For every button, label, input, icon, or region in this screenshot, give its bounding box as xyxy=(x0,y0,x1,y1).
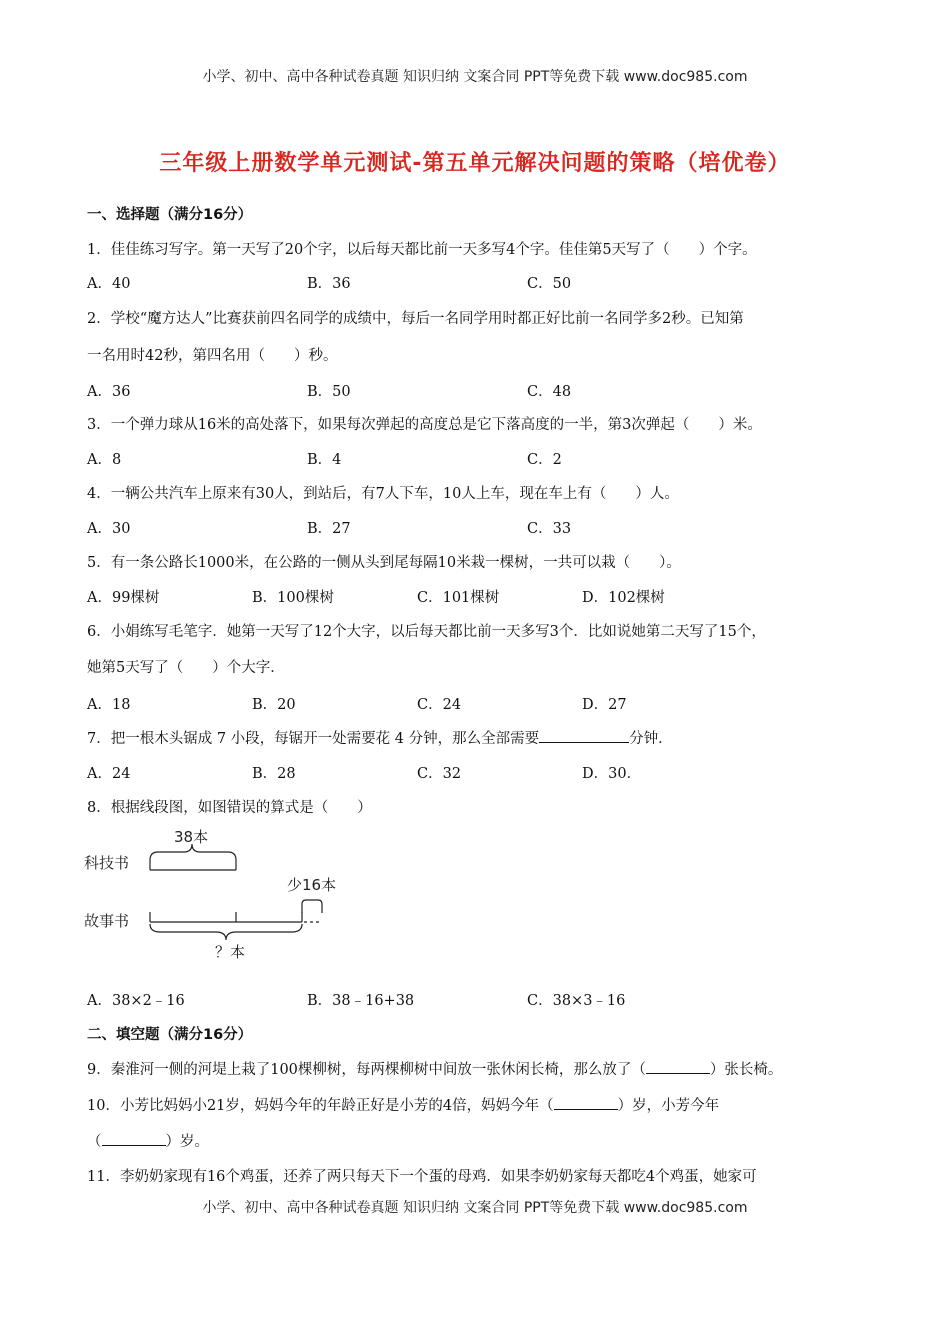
option-a[interactable]: A．40 xyxy=(87,276,131,292)
question-10-text: 10．小芳比妈妈小21岁，妈妈今年的年龄正好是小芳的4倍，妈妈今年（ xyxy=(87,1098,554,1114)
page-title: 三年级上册数学单元测试-第五单元解决问题的策略（培优卷） xyxy=(159,151,791,176)
question-4-options xyxy=(87,517,887,537)
option-a[interactable]: A．30 xyxy=(87,521,131,537)
bottom-brace xyxy=(150,924,302,940)
page-footer: 小学、初中、高中各种试卷真题 知识归纳 文案合同 PPT等免费下载 www.doc985.com xyxy=(202,1200,748,1216)
option-c[interactable]: C．2 xyxy=(527,452,562,468)
option-b[interactable]: B．36 xyxy=(307,276,351,292)
question-6-line-2: 她第5天写了（ ）个大字． xyxy=(87,660,285,676)
option-d[interactable]: D．102棵树 xyxy=(582,590,665,606)
question-6-options xyxy=(87,693,887,713)
question-7 xyxy=(87,727,673,748)
question-4: 4．一辆公共汽车上原来有30人，到站后，有7人下车，10人上车，现在车上有（ ）人。 xyxy=(87,486,679,502)
option-c[interactable]: C．38×3﹣16 xyxy=(527,993,626,1009)
option-a[interactable]: A．18 xyxy=(87,697,131,713)
less-brace xyxy=(302,900,322,913)
option-b[interactable]: B．100棵树 xyxy=(252,590,334,606)
diagram-row-science: 科技书 xyxy=(84,854,130,872)
section-heading-choice: 一、选择题（满分16分） xyxy=(87,207,253,223)
option-c[interactable]: C．101棵树 xyxy=(417,590,500,606)
answer-blank[interactable] xyxy=(646,1059,710,1074)
option-a[interactable]: A．24 xyxy=(87,766,131,782)
question-11: 11．李奶奶家现有16个鸡蛋，还养了两只每天下一个蛋的母鸡．如果李奶奶家每天都吃4个鸡蛋，她家可 xyxy=(87,1169,757,1185)
question-3-options xyxy=(87,448,887,468)
answer-blank[interactable] xyxy=(102,1131,166,1146)
diagram-label-unknown: ？本 xyxy=(215,943,246,961)
diagram-label-38: 38本 xyxy=(174,828,209,846)
question-5-options xyxy=(87,586,887,606)
top-brace xyxy=(150,844,236,860)
question-9 xyxy=(87,1058,782,1079)
answer-blank[interactable] xyxy=(539,728,629,743)
question-10-tail: ）岁。 xyxy=(165,1134,209,1150)
question-6-line-1: 6．小娟练写毛笔字．她第一天写了12个大字，以后每天都比前一天多写3个．比如说她第二天写了15个， xyxy=(87,624,766,640)
question-8-options xyxy=(87,989,887,1009)
page-header: 小学、初中、高中各种试卷真题 知识归纳 文案合同 PPT等免费下载 www.doc985.com xyxy=(202,69,748,85)
line-segment-diagram xyxy=(80,820,380,970)
option-d[interactable]: D．27 xyxy=(582,697,627,713)
option-c[interactable]: C．48 xyxy=(527,384,572,400)
question-3: 3．一个弹力球从16米的高处落下，如果每次弹起的高度总是它下落高度的一半，第3次弹起（ ）米。 xyxy=(87,417,762,433)
question-10-line-1 xyxy=(87,1094,719,1115)
question-7-options xyxy=(87,762,887,782)
diagram-row-story: 故事书 xyxy=(84,912,130,930)
option-a[interactable]: A．8 xyxy=(87,452,122,468)
question-8: 8．根据线段图，如图错误的算式是（ ） xyxy=(87,800,372,816)
option-d[interactable]: D．30． xyxy=(582,766,642,782)
option-c[interactable]: C．33 xyxy=(527,521,572,537)
option-b[interactable]: B．38﹣16+38 xyxy=(307,993,415,1009)
option-c[interactable]: C．32 xyxy=(417,766,462,782)
option-b[interactable]: B．20 xyxy=(252,697,296,713)
section-heading-fill: 二、填空题（满分16分） xyxy=(87,1027,253,1043)
question-1-options xyxy=(87,272,887,292)
question-1: 1．佳佳练习写字。第一天写了20个字，以后每天都比前一天多写4个字。佳佳第5天写了（ ）个字。 xyxy=(87,242,757,258)
question-2-line-2: 一名用时42秒，第四名用（ ）秒。 xyxy=(87,348,338,364)
option-a[interactable]: A．38×2﹣16 xyxy=(87,993,185,1009)
question-5: 5．有一条公路长1000米，在公路的一侧从头到尾每隔10米栽一棵树，一共可以栽（ ）。 xyxy=(87,555,681,571)
option-b[interactable]: B．28 xyxy=(252,766,296,782)
question-2-options xyxy=(87,380,887,400)
option-b[interactable]: B．50 xyxy=(307,384,351,400)
question-2-line-1: 2．学校“魔方达人”比赛获前四名同学的成绩中，每后一名同学用时都正好比前一名同学多2秒。已知第 xyxy=(87,311,744,327)
question-7-text: 7．把一根木头锯成 7 小段，每锯开一处需要花 4 分钟，那么全部需要 xyxy=(87,731,540,747)
question-10-line-2 xyxy=(87,1130,209,1151)
question-10-middle: ）岁，小芳今年 xyxy=(617,1098,720,1114)
question-10-open: （ xyxy=(87,1134,102,1150)
option-c[interactable]: C．24 xyxy=(417,697,462,713)
diagram-label-less-16: 少16本 xyxy=(287,876,337,894)
option-b[interactable]: B．27 xyxy=(307,521,351,537)
option-a[interactable]: A．99棵树 xyxy=(87,590,160,606)
question-9-tail: ）张长椅。 xyxy=(709,1062,783,1078)
answer-blank[interactable] xyxy=(554,1095,618,1110)
option-c[interactable]: C．50 xyxy=(527,276,572,292)
option-a[interactable]: A．36 xyxy=(87,384,131,400)
question-9-text: 9．秦淮河一侧的河堤上栽了100棵柳树，每两棵柳树中间放一张休闲长椅，那么放了（ xyxy=(87,1062,646,1078)
question-7-unit: 分钟． xyxy=(629,731,673,747)
option-b[interactable]: B．4 xyxy=(307,452,342,468)
